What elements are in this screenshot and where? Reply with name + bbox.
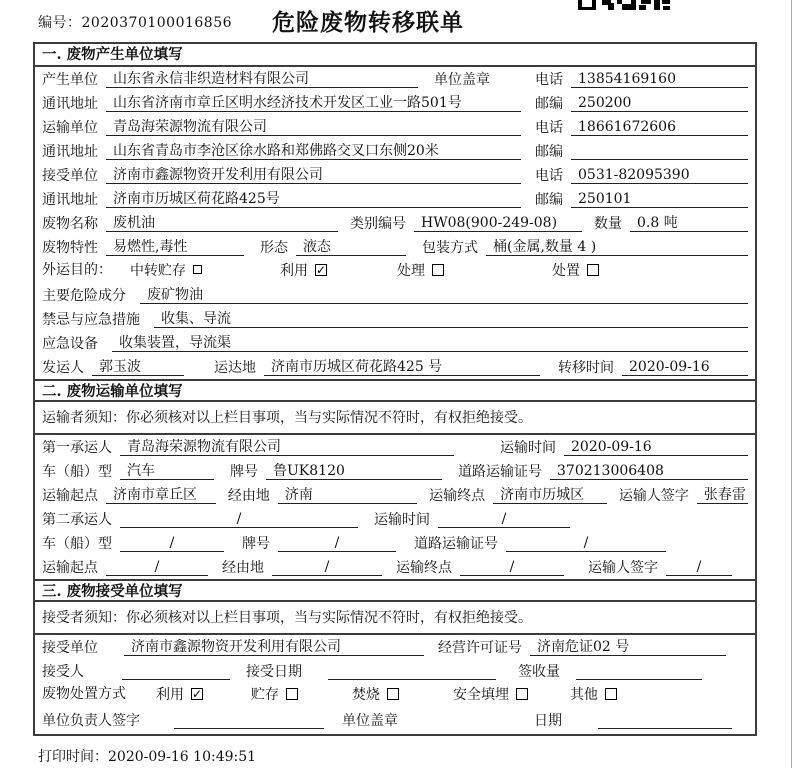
landfill-option xyxy=(453,684,528,704)
field-label: 通讯地址 xyxy=(42,144,98,160)
form-row-vehicle-type xyxy=(35,459,755,483)
field-label: 接受人 xyxy=(42,664,84,680)
disposal-method-label: 废物处置方式 xyxy=(42,685,126,702)
utilize-option xyxy=(156,684,203,704)
field-label: 废物特性 xyxy=(42,240,98,256)
category-code-value: HW08(900-249-08) xyxy=(414,215,582,232)
field-label: 发运人 xyxy=(42,360,84,376)
emergency-equipment-value: 收集装置，导流渠 xyxy=(112,335,748,352)
via-value: / xyxy=(272,559,382,576)
transfer-time-label: 转移时间 xyxy=(558,360,614,376)
packaging-value: 桶(金属,数量 4 ) xyxy=(486,239,748,256)
road-permit-value: 370213006408 xyxy=(550,463,748,480)
field-label: 通讯地址 xyxy=(42,96,98,112)
form-row-consignor xyxy=(35,355,755,379)
form-row-second-carrier xyxy=(35,507,755,531)
utilize-option xyxy=(280,260,327,280)
option-label: 贮存 xyxy=(251,686,279,703)
form-row-receiving-address xyxy=(35,187,755,211)
outbound-purpose-label: 外运目的： xyxy=(42,261,112,278)
carrier-signature-label: 运输人签字 xyxy=(588,560,658,576)
received-quantity-value xyxy=(576,663,702,680)
form-row-signatures xyxy=(35,707,755,734)
plate-number-value: / xyxy=(278,535,396,552)
generating-unit-value: 山东省永信非织造材料有限公司 xyxy=(106,71,418,88)
receiver-notice: 接受者须知：你必须核对以上栏目事项，当与实际情况不符时，有权拒绝接受。 xyxy=(35,602,755,635)
manifest-number-label: 编号： xyxy=(38,15,82,31)
terminus-value: / xyxy=(460,559,564,576)
address-value: 山东省青岛市李沧区徐水路和郑佛路交叉口东侧20米 xyxy=(106,143,521,160)
field-label: 单位负责人签字 xyxy=(42,713,140,729)
option-label: 中转贮存 xyxy=(130,262,186,279)
transport-time-value: / xyxy=(438,511,570,528)
qr-code-fragment xyxy=(578,0,670,11)
form-row-generating-address xyxy=(35,91,755,115)
form-state-label: 形态 xyxy=(260,240,288,256)
form-row-first-carrier xyxy=(35,435,755,459)
postcode-label: 邮编 xyxy=(535,144,563,160)
emergency-measures-value: 收集、导流 xyxy=(154,311,748,328)
receiver-person-value xyxy=(122,663,230,680)
license-number-value: 济南危证02 号 xyxy=(530,639,726,656)
document-header xyxy=(0,0,796,42)
field-label: 禁忌与应急措施 xyxy=(42,312,140,328)
category-code-label: 类别编号 xyxy=(350,216,406,232)
form-row-emergency-equipment xyxy=(35,331,755,355)
transfer-storage-option xyxy=(130,260,202,280)
field-label: 通讯地址 xyxy=(42,192,98,208)
field-label: 应急设备 xyxy=(42,336,98,352)
transport-time-value: 2020-09-16 xyxy=(564,439,748,456)
treat-checkbox xyxy=(432,264,444,276)
field-label: 车（船）型 xyxy=(42,536,112,552)
via-value: 济南 xyxy=(278,487,417,504)
unit-seal-label: 单位盖章 xyxy=(434,72,490,88)
form-row-disposal-method xyxy=(35,683,755,707)
transporter-notice: 运输者须知：你必须核对以上栏目事项，当与实际情况不符时，有权拒绝接受。 xyxy=(35,402,755,435)
form-row-receiver-unit xyxy=(35,635,755,659)
waste-name-value: 废机油 xyxy=(106,215,338,232)
phone-value: 18661672606 xyxy=(571,119,748,136)
date-value xyxy=(598,712,732,729)
field-label: 运输单位 xyxy=(42,120,98,136)
form-state-value: 液态 xyxy=(296,239,406,256)
section1-header: 一. 废物产生单位填写 xyxy=(35,44,755,67)
field-label: 运输起点 xyxy=(42,560,98,576)
phone-value: 0531-82095390 xyxy=(571,167,748,184)
postcode-label: 邮编 xyxy=(535,96,563,112)
origin-value: 济南市章丘区 xyxy=(106,487,216,504)
plate-number-label: 牌号 xyxy=(242,536,270,552)
form-row-vehicle-type-2 xyxy=(35,531,755,555)
other-checkbox xyxy=(605,688,617,700)
utilize-checkbox: ✓ xyxy=(316,262,327,277)
form-row-transport-unit xyxy=(35,115,755,139)
option-label: 处置 xyxy=(552,262,580,279)
page-edge-line xyxy=(791,0,792,768)
print-time xyxy=(38,746,256,766)
consignor-value: 郭玉波 xyxy=(92,359,184,376)
field-label: 车（船）型 xyxy=(42,464,112,480)
address-value: 山东省济南市章丘区明水经济技术开发区工业一路501号 xyxy=(106,95,521,112)
field-label: 废物名称 xyxy=(42,216,98,232)
phone-label: 电话 xyxy=(535,168,563,184)
storage-checkbox xyxy=(286,688,298,700)
receiving-unit-value: 济南市鑫源物资开发利用有限公司 xyxy=(106,167,521,184)
phone-value: 13854169160 xyxy=(571,71,748,88)
other-option xyxy=(570,684,617,704)
responsible-signature-value xyxy=(174,712,324,729)
phone-label: 电话 xyxy=(535,72,563,88)
field-label: 第一承运人 xyxy=(42,440,112,456)
origin-value: / xyxy=(106,559,208,576)
field-label: 第二承运人 xyxy=(42,512,112,528)
receive-date-label: 接受日期 xyxy=(246,664,302,680)
address-value: 济南市历城区荷花路425号 xyxy=(106,191,521,208)
form-row-emergency-measures xyxy=(35,307,755,331)
form-row-generating-unit xyxy=(35,67,755,91)
road-permit-value: / xyxy=(506,535,666,552)
landfill-checkbox xyxy=(516,688,528,700)
treat-option xyxy=(397,260,444,280)
form-row-waste-traits xyxy=(35,235,755,259)
receive-date-value xyxy=(328,663,496,680)
utilize-checkbox: ✓ xyxy=(192,686,203,701)
carrier-signature-value: 张春雷 xyxy=(697,487,748,504)
form-row-hazard-components xyxy=(35,283,755,307)
option-label: 利用 xyxy=(280,262,308,279)
terminus-label: 运输终点 xyxy=(396,560,452,576)
via-label: 经由地 xyxy=(222,560,264,576)
form-row-receiving-unit xyxy=(35,163,755,187)
field-label: 主要危险成分 xyxy=(42,288,126,304)
field-label: 运输起点 xyxy=(42,488,98,504)
carrier-signature-value: / xyxy=(666,559,732,576)
first-carrier-value: 青岛海荣源物流有限公司 xyxy=(120,439,454,456)
waste-traits-value: 易燃性,毒性 xyxy=(106,239,244,256)
option-label: 焚烧 xyxy=(352,686,380,703)
option-label: 利用 xyxy=(156,686,184,703)
form-row-route-2 xyxy=(35,555,755,579)
transport-unit-value: 青岛海荣源物流有限公司 xyxy=(106,119,521,136)
received-quantity-label: 签收量 xyxy=(518,664,560,680)
vehicle-type-value: 汽车 xyxy=(120,463,214,480)
carrier-signature-label: 运输人签字 xyxy=(618,488,689,504)
receiver-unit-value: 济南市鑫源物资开发利用有限公司 xyxy=(124,639,424,656)
dispose-option xyxy=(552,260,599,280)
postcode-value: 250101 xyxy=(571,191,748,208)
option-label: 处理 xyxy=(397,262,425,279)
date-label: 日期 xyxy=(534,713,562,729)
vehicle-type-value: / xyxy=(120,535,224,552)
license-number-label: 经营许可证号 xyxy=(438,640,522,656)
plate-number-label: 牌号 xyxy=(230,464,258,480)
quantity-value: 0.8 吨 xyxy=(630,215,748,232)
incinerate-checkbox xyxy=(387,688,399,700)
option-label: 安全填埋 xyxy=(453,686,509,703)
storage-option xyxy=(251,684,298,704)
postcode-label: 邮编 xyxy=(535,192,563,208)
form-row-outbound-purpose xyxy=(35,259,755,283)
phone-label: 电话 xyxy=(535,120,563,136)
transport-time-label: 运输时间 xyxy=(500,440,556,456)
postcode-value xyxy=(571,143,748,160)
unit-seal-label: 单位盖章 xyxy=(342,713,398,729)
second-carrier-value: / xyxy=(120,511,358,528)
packaging-label: 包装方式 xyxy=(422,240,478,256)
destination-label: 运达地 xyxy=(214,360,256,376)
print-time-label: 打印时间： xyxy=(38,749,108,765)
manifest-form-table xyxy=(33,42,757,736)
destination-value: 济南市历城区荷花路425 号 xyxy=(264,359,540,376)
road-permit-label: 道路运输证号 xyxy=(414,536,498,552)
terminus-value: 济南市历城区 xyxy=(493,487,607,504)
transfer-storage-checkbox xyxy=(193,265,202,274)
option-label: 其他 xyxy=(570,686,598,703)
form-row-transport-address xyxy=(35,139,755,163)
print-time-value: 2020-09-16 10:49:51 xyxy=(108,749,257,765)
transfer-time-value: 2020-09-16 xyxy=(622,359,748,376)
form-row-receiver-person xyxy=(35,659,755,683)
section2-header: 二. 废物运输单位填写 xyxy=(35,379,755,402)
dispose-checkbox xyxy=(587,264,599,276)
via-label: 经由地 xyxy=(227,488,270,504)
field-label: 接受单位 xyxy=(42,168,98,184)
postcode-value: 250200 xyxy=(571,95,748,112)
quantity-label: 数量 xyxy=(594,216,622,232)
field-label: 接受单位 xyxy=(42,640,98,656)
hazard-components-value: 废矿物油 xyxy=(140,287,748,304)
form-row-waste-name xyxy=(35,211,755,235)
field-label: 产生单位 xyxy=(42,72,98,88)
transport-time-label: 运输时间 xyxy=(374,512,430,528)
document-title: 危险废物转移联单 xyxy=(272,9,464,36)
section3-header: 三. 废物接受单位填写 xyxy=(35,579,755,602)
plate-number-value: 鲁UK8120 xyxy=(266,463,442,480)
incinerate-option xyxy=(352,684,399,704)
road-permit-label: 道路运输证号 xyxy=(458,464,542,480)
terminus-label: 运输终点 xyxy=(429,488,486,504)
form-row-route xyxy=(35,483,755,507)
manifest-number-value: 2020370100016856 xyxy=(81,15,233,31)
